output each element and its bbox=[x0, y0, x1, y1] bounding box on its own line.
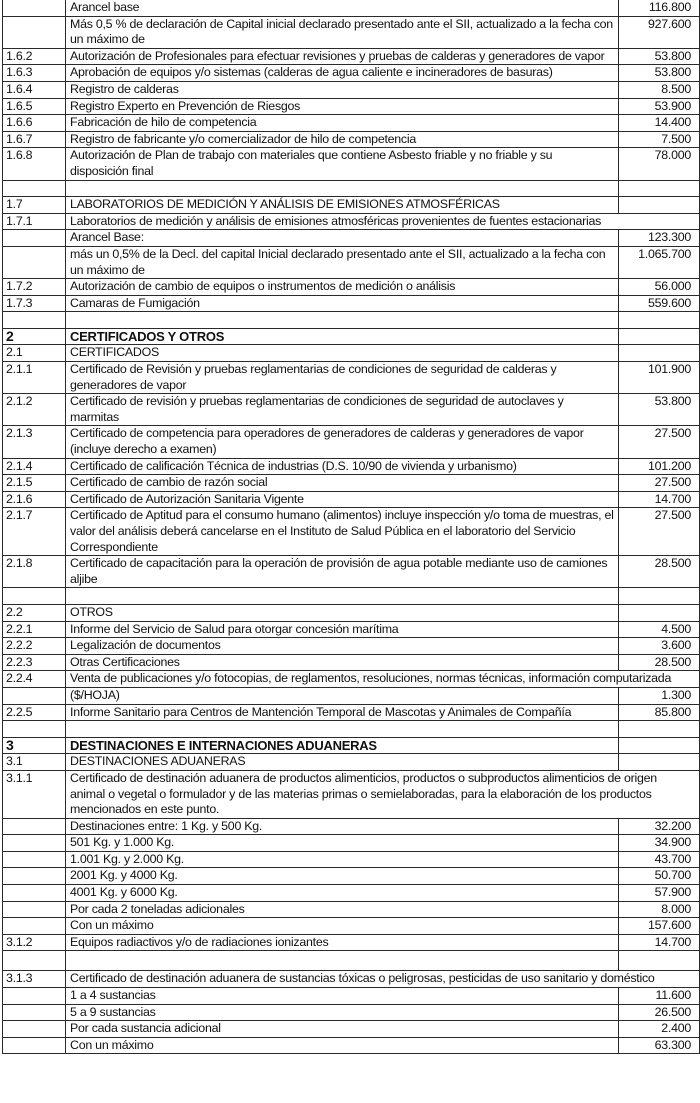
item-price: 53.800 bbox=[619, 65, 700, 82]
item-price bbox=[619, 737, 700, 754]
item-code: 1.6.7 bbox=[3, 131, 66, 148]
item-code: 1.7.1 bbox=[3, 213, 66, 230]
table-row bbox=[3, 394, 700, 426]
table-row bbox=[3, 818, 700, 835]
item-description: Destinaciones entre: 1 Kg. y 500 Kg. bbox=[66, 818, 619, 835]
item-description: Camaras de Fumigación bbox=[66, 295, 619, 312]
item-description: OTROS bbox=[66, 604, 619, 621]
item-price: 4.500 bbox=[619, 621, 700, 638]
item-description: 1 a 4 sustancias bbox=[66, 988, 619, 1005]
item-price: 123.300 bbox=[619, 230, 700, 247]
item-price: 53.900 bbox=[619, 98, 700, 115]
empty-cell bbox=[66, 721, 619, 738]
table-row bbox=[3, 362, 700, 394]
item-code: 2.2.4 bbox=[3, 671, 66, 688]
item-description: Arancel Base: bbox=[66, 230, 619, 247]
item-price: 7.500 bbox=[619, 131, 700, 148]
empty-cell bbox=[619, 721, 700, 738]
item-price: 14.400 bbox=[619, 115, 700, 132]
item-description: Certificado de Revisión y pruebas reglamentarias de condiciones de seguridad de calderas y generadores de vapor bbox=[66, 362, 619, 394]
item-price: 85.800 bbox=[619, 704, 700, 721]
table-row bbox=[3, 131, 700, 148]
item-code: 2.1.7 bbox=[3, 508, 66, 556]
item-code: 1.6.8 bbox=[3, 148, 66, 180]
table-row bbox=[3, 638, 700, 655]
item-price: 53.800 bbox=[619, 394, 700, 426]
item-code bbox=[3, 230, 66, 247]
item-description: Con un máximo bbox=[66, 918, 619, 935]
item-code: 1.7.2 bbox=[3, 279, 66, 296]
item-description: Certificado de cambio de razón social bbox=[66, 475, 619, 492]
section-header-row bbox=[3, 737, 700, 754]
item-code: 1.6.2 bbox=[3, 48, 66, 65]
table-row bbox=[3, 115, 700, 132]
item-code: 1.6.3 bbox=[3, 65, 66, 82]
item-price: 27.500 bbox=[619, 508, 700, 556]
item-price: 34.900 bbox=[619, 835, 700, 852]
item-description: Laboratorios de medición y análisis de emisiones atmosféricas provenientes de fuentes estacionarias bbox=[66, 213, 700, 230]
item-code bbox=[3, 885, 66, 902]
item-description: más un 0,5% de la Decl. del capital Inicial declarado presentado ante el SII, actualizado a la fecha con un máximo de bbox=[66, 246, 619, 278]
item-code bbox=[3, 988, 66, 1005]
item-price: 28.500 bbox=[619, 654, 700, 671]
table-row bbox=[3, 16, 700, 48]
table-row bbox=[3, 295, 700, 312]
item-price: 56.000 bbox=[619, 279, 700, 296]
table-row bbox=[3, 491, 700, 508]
item-code: 2.2.1 bbox=[3, 621, 66, 638]
table-row bbox=[3, 918, 700, 935]
item-code bbox=[3, 1037, 66, 1054]
item-description: Aprobación de equipos y/o sistemas (calderas de agua caliente e incineradores de basuras) bbox=[66, 65, 619, 82]
table-row bbox=[3, 475, 700, 492]
table-row bbox=[3, 687, 700, 704]
item-price: 57.900 bbox=[619, 885, 700, 902]
item-price: 1.065.700 bbox=[619, 246, 700, 278]
spacer-row bbox=[3, 951, 700, 971]
table-row bbox=[3, 65, 700, 82]
item-code: 1.6.4 bbox=[3, 81, 66, 98]
spacer-row bbox=[3, 721, 700, 738]
empty-cell bbox=[66, 588, 619, 605]
item-code: 3.1.1 bbox=[3, 770, 66, 818]
item-price: 26.500 bbox=[619, 1004, 700, 1021]
item-code: 3.1 bbox=[3, 754, 66, 771]
item-code bbox=[3, 818, 66, 835]
item-code bbox=[3, 687, 66, 704]
item-price: 28.500 bbox=[619, 556, 700, 588]
item-description: Certificado de Aptitud para el consumo humano (alimentos) incluye inspección y/o toma de muestras, el valor del análisis deberá cancelarse en el Instituto de Salud Pública en el laboratorio del Servicio Correspondiente bbox=[66, 508, 619, 556]
item-description: Certificado de revisión y pruebas reglamentarias de condiciones de seguridad de autoclaves y marmitas bbox=[66, 394, 619, 426]
table-row bbox=[3, 770, 700, 818]
item-code: 1.7 bbox=[3, 197, 66, 214]
item-code: 2.1.6 bbox=[3, 491, 66, 508]
item-description: Certificado de destinación aduanera de sustancias tóxicas o peligrosas, pesticidas de uso sanitario y doméstico bbox=[66, 971, 700, 988]
table-row bbox=[3, 754, 700, 771]
table-row bbox=[3, 279, 700, 296]
table-row bbox=[3, 934, 700, 951]
item-code: 2 bbox=[3, 328, 66, 345]
item-description: Registro de calderas bbox=[66, 81, 619, 98]
item-description: Por cada sustancia adicional bbox=[66, 1021, 619, 1038]
item-price: 63.300 bbox=[619, 1037, 700, 1054]
item-description: CERTIFICADOS bbox=[66, 345, 619, 362]
item-code: 1.6.6 bbox=[3, 115, 66, 132]
table-row bbox=[3, 458, 700, 475]
item-price bbox=[619, 754, 700, 771]
table-row bbox=[3, 213, 700, 230]
table-row bbox=[3, 197, 700, 214]
item-price bbox=[619, 345, 700, 362]
item-description: ($/HOJA) bbox=[66, 687, 619, 704]
table-row bbox=[3, 48, 700, 65]
table-row bbox=[3, 851, 700, 868]
item-code: 2.2 bbox=[3, 604, 66, 621]
item-price: 50.700 bbox=[619, 868, 700, 885]
item-code: 3.1.3 bbox=[3, 971, 66, 988]
empty-cell bbox=[66, 180, 619, 197]
empty-cell bbox=[619, 951, 700, 971]
item-price: 157.600 bbox=[619, 918, 700, 935]
table-row bbox=[3, 704, 700, 721]
item-price: 43.700 bbox=[619, 851, 700, 868]
item-price: 116.800 bbox=[619, 0, 700, 16]
item-description: Informe del Servicio de Salud para otorgar concesión marítima bbox=[66, 621, 619, 638]
item-description: Equipos radiactivos y/o de radiaciones ionizantes bbox=[66, 934, 619, 951]
table-row bbox=[3, 671, 700, 688]
item-price: 2.400 bbox=[619, 1021, 700, 1038]
item-price: 559.600 bbox=[619, 295, 700, 312]
table-row bbox=[3, 0, 700, 16]
item-description: Certificado de calificación Técnica de industrias (D.S. 10/90 de vivienda y urbanismo) bbox=[66, 458, 619, 475]
item-price bbox=[619, 197, 700, 214]
item-price: 14.700 bbox=[619, 934, 700, 951]
item-code: 2.1.5 bbox=[3, 475, 66, 492]
item-price: 8.000 bbox=[619, 901, 700, 918]
table-row bbox=[3, 1037, 700, 1054]
table-row bbox=[3, 971, 700, 988]
item-code: 2.2.5 bbox=[3, 704, 66, 721]
item-description: Certificado de Autorización Sanitaria Vigente bbox=[66, 491, 619, 508]
item-code: 2.1.2 bbox=[3, 394, 66, 426]
empty-cell bbox=[619, 312, 700, 329]
table-row bbox=[3, 345, 700, 362]
item-price: 1.300 bbox=[619, 687, 700, 704]
empty-cell bbox=[3, 312, 66, 329]
item-description: LABORATORIOS DE MEDICIÓN Y ANÁLISIS DE EMISIONES ATMOSFÉRICAS bbox=[66, 197, 619, 214]
table-row bbox=[3, 604, 700, 621]
item-code: 3.1.2 bbox=[3, 934, 66, 951]
empty-cell bbox=[66, 951, 619, 971]
item-price: 27.500 bbox=[619, 475, 700, 492]
item-price bbox=[619, 604, 700, 621]
table-row bbox=[3, 246, 700, 278]
table-row bbox=[3, 426, 700, 458]
item-description: Por cada 2 toneladas adicionales bbox=[66, 901, 619, 918]
table-row bbox=[3, 81, 700, 98]
item-description: Registro Experto en Prevención de Riesgos bbox=[66, 98, 619, 115]
item-price: 78.000 bbox=[619, 148, 700, 180]
item-code: 3 bbox=[3, 737, 66, 754]
tariff-table-body bbox=[3, 0, 700, 1054]
item-code bbox=[3, 0, 66, 16]
item-price: 27.500 bbox=[619, 426, 700, 458]
item-price: 101.200 bbox=[619, 458, 700, 475]
item-price: 927.600 bbox=[619, 16, 700, 48]
item-description: 5 a 9 sustancias bbox=[66, 1004, 619, 1021]
item-price: 14.700 bbox=[619, 491, 700, 508]
table-row bbox=[3, 868, 700, 885]
item-code: 2.1 bbox=[3, 345, 66, 362]
empty-cell bbox=[66, 312, 619, 329]
empty-cell bbox=[3, 180, 66, 197]
empty-cell bbox=[3, 721, 66, 738]
item-price: 53.800 bbox=[619, 48, 700, 65]
item-description: Venta de publicaciones y/o fotocopias, de reglamentos, resoluciones, normas técnicas, información computarizada bbox=[66, 671, 700, 688]
spacer-row bbox=[3, 180, 700, 197]
item-price: 32.200 bbox=[619, 818, 700, 835]
item-code: 2.1.8 bbox=[3, 556, 66, 588]
item-description: 2001 Kg. y 4000 Kg. bbox=[66, 868, 619, 885]
table-row bbox=[3, 230, 700, 247]
item-description: Autorización de Plan de trabajo con materiales que contiene Asbesto friable y no friable y su disposición final bbox=[66, 148, 619, 180]
item-code: 1.7.3 bbox=[3, 295, 66, 312]
item-code bbox=[3, 868, 66, 885]
item-description: Fabricación de hilo de competencia bbox=[66, 115, 619, 132]
table-row bbox=[3, 901, 700, 918]
table-row bbox=[3, 1004, 700, 1021]
item-code: 1.6.5 bbox=[3, 98, 66, 115]
table-row bbox=[3, 98, 700, 115]
item-description: Autorización de Profesionales para efectuar revisiones y pruebas de calderas y generadores de vapor bbox=[66, 48, 619, 65]
item-price: 8.500 bbox=[619, 81, 700, 98]
empty-cell bbox=[619, 180, 700, 197]
item-code: 2.1.3 bbox=[3, 426, 66, 458]
section-header-row bbox=[3, 328, 700, 345]
item-description: 4001 Kg. y 6000 Kg. bbox=[66, 885, 619, 902]
item-code bbox=[3, 16, 66, 48]
item-description: 501 Kg. y 1.000 Kg. bbox=[66, 835, 619, 852]
empty-cell bbox=[619, 588, 700, 605]
empty-cell bbox=[3, 588, 66, 605]
item-description: Autorización de cambio de equipos o instrumentos de medición o análisis bbox=[66, 279, 619, 296]
item-description: Certificado de competencia para operadores de generadores de calderas y generadores de vapor (incluye derecho a examen) bbox=[66, 426, 619, 458]
item-price bbox=[619, 328, 700, 345]
item-code: 2.2.2 bbox=[3, 638, 66, 655]
item-description: Otras Certificaciones bbox=[66, 654, 619, 671]
item-price: 3.600 bbox=[619, 638, 700, 655]
table-row bbox=[3, 621, 700, 638]
item-description: Certificado de capacitación para la operación de provisión de agua potable mediante uso de camiones aljibe bbox=[66, 556, 619, 588]
item-code: 2.2.3 bbox=[3, 654, 66, 671]
item-description: Arancel base bbox=[66, 0, 619, 16]
item-description: Con un máximo bbox=[66, 1037, 619, 1054]
item-code bbox=[3, 918, 66, 935]
item-code bbox=[3, 835, 66, 852]
tariff-table bbox=[2, 0, 700, 1054]
table-row bbox=[3, 508, 700, 556]
item-description: Más 0,5 % de declaración de Capital inicial declarado presentado ante el SII, actualizado a la fecha con un máximo de bbox=[66, 16, 619, 48]
table-row bbox=[3, 835, 700, 852]
item-description: DESTINACIONES E INTERNACIONES ADUANERAS bbox=[66, 737, 619, 754]
table-row bbox=[3, 148, 700, 180]
table-row bbox=[3, 988, 700, 1005]
empty-cell bbox=[3, 951, 66, 971]
item-code bbox=[3, 246, 66, 278]
item-code: 2.1.1 bbox=[3, 362, 66, 394]
table-row bbox=[3, 654, 700, 671]
item-code: 2.1.4 bbox=[3, 458, 66, 475]
spacer-row bbox=[3, 588, 700, 605]
item-code bbox=[3, 1004, 66, 1021]
item-price: 11.600 bbox=[619, 988, 700, 1005]
item-code bbox=[3, 901, 66, 918]
item-description: Legalización de documentos bbox=[66, 638, 619, 655]
item-description: 1.001 Kg. y 2.000 Kg. bbox=[66, 851, 619, 868]
item-code bbox=[3, 851, 66, 868]
table-row bbox=[3, 1021, 700, 1038]
item-description: Registro de fabricante y/o comercializador de hilo de competencia bbox=[66, 131, 619, 148]
item-description: Certificado de destinación aduanera de productos alimenticios, productos o subproductos alimenticios de origen animal o vegetal o formulador y de las materias primas o semielaboradas, para la elaboración de los productos mencionados en este punto. bbox=[66, 770, 700, 818]
item-description: CERTIFICADOS Y OTROS bbox=[66, 328, 619, 345]
item-description: Informe Sanitario para Centros de Mantención Temporal de Mascotas y Animales de Compañía bbox=[66, 704, 619, 721]
table-row bbox=[3, 885, 700, 902]
table-row bbox=[3, 556, 700, 588]
item-code bbox=[3, 1021, 66, 1038]
spacer-row bbox=[3, 312, 700, 329]
item-price: 101.900 bbox=[619, 362, 700, 394]
item-description: DESTINACIONES ADUANERAS bbox=[66, 754, 619, 771]
